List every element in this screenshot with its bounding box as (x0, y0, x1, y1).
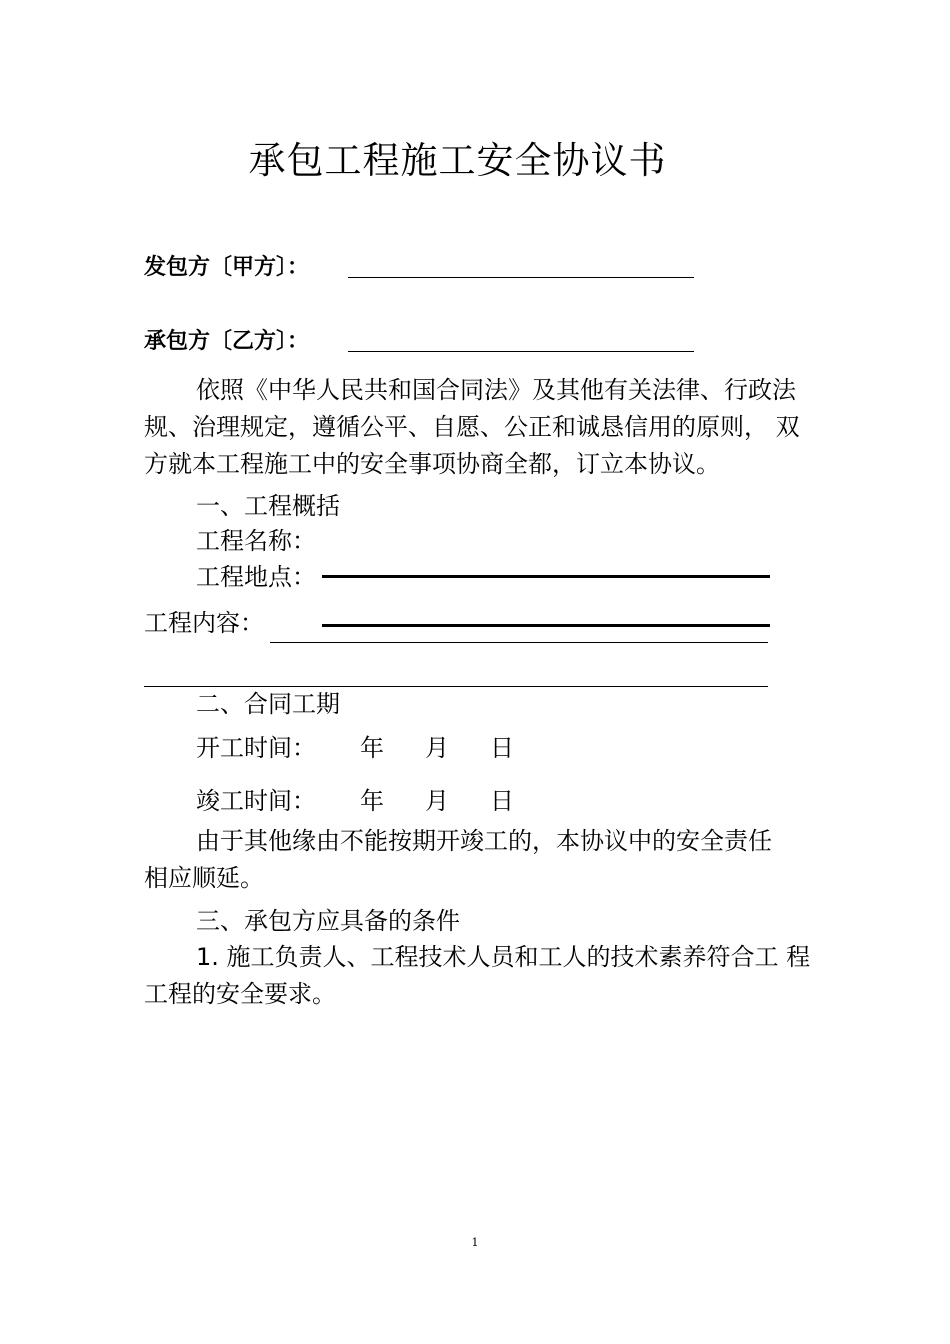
page-number: 1 (471, 1236, 479, 1249)
project-location-line (322, 575, 770, 578)
section1-heading: 一、工程概括 (196, 492, 340, 520)
project-content-line-upper (322, 624, 770, 627)
end-date-label: 竣工时间： (196, 787, 316, 815)
contractor-label: 承包方〔乙方〕： (144, 329, 310, 354)
project-content-line-lower (270, 642, 768, 643)
project-location-label: 工程地点： (196, 563, 316, 591)
start-year-label: 年 (360, 734, 384, 762)
employer-blank-line (348, 277, 694, 278)
start-month-label: 月 (425, 734, 449, 762)
end-month-label: 月 (425, 787, 449, 815)
page-title: 承包工程施工安全协议书 (248, 139, 667, 182)
end-day-label: 日 (490, 787, 514, 815)
section3-item1: 1. 施工负责人、工程技术人员和工人的技术素养符合工 程工程的安全要求。 (144, 943, 811, 1008)
schedule-note: 由于其他缘由不能按期开竣工的，本协议中的安全责任相应顺延。 (144, 827, 772, 892)
section3-heading: 三、承包方应具备的条件 (196, 907, 460, 935)
start-date-label: 开工时间： (196, 734, 316, 762)
employer-label: 发包方〔甲方〕： (144, 255, 310, 280)
project-content-label: 工程内容： (144, 609, 264, 637)
intro-paragraph: 依照《中华人民共和国合同法》及其他有关法律、行政法规、治理规定，遵循公平、自愿、公正和诚恳信用的原则， 双方就本工程施工中的安全事项协商全都，订立本协议。 (144, 376, 800, 478)
section2-heading: 二、合同工期 (196, 690, 340, 718)
project-name-label: 工程名称： (196, 527, 316, 555)
start-day-label: 日 (490, 734, 514, 762)
end-year-label: 年 (360, 787, 384, 815)
contractor-blank-line (348, 351, 694, 352)
